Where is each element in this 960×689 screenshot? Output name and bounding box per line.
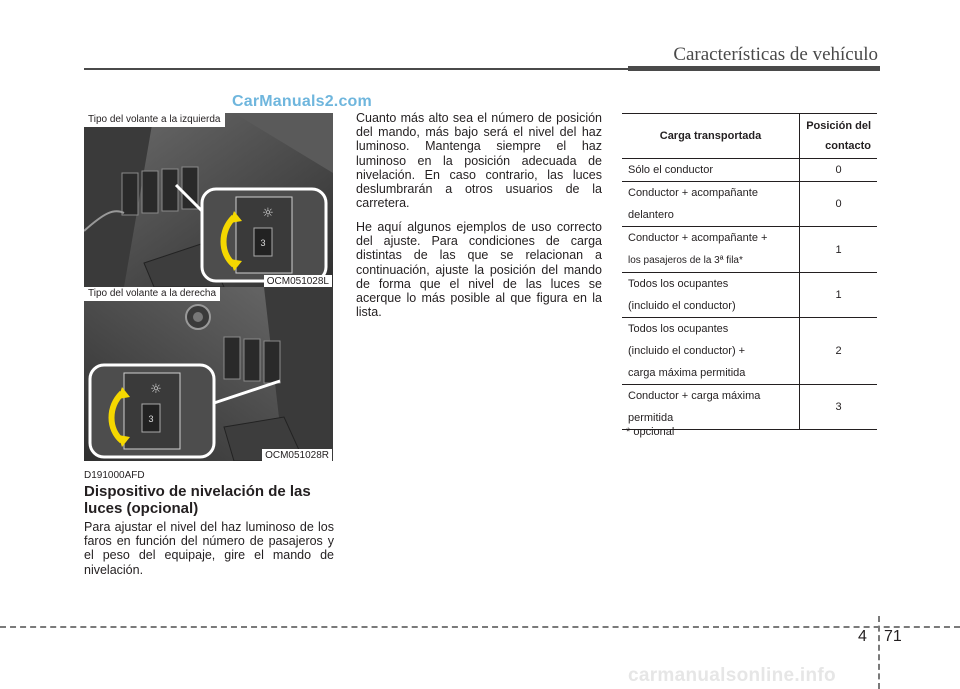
row-text: delantero [628,209,674,221]
svg-text:☼: ☼ [150,382,162,397]
intro-paragraph: Para ajustar el nivel del haz luminoso de los faros en función del número de pasajeros y el peso del equipaje, gire el mando de nivelación. [84,520,334,577]
table-row [622,385,877,430]
svg-text:3: 3 [260,238,266,248]
row-text: Conductor + acompañante [628,187,758,199]
row-value: 0 [800,182,878,227]
svg-text:3: 3 [148,414,154,424]
table-footnote: * opcional [626,426,675,438]
table-row [622,227,877,273]
row-text: Sólo el conductor [628,164,713,176]
table-header-row [622,114,877,159]
row-value: 2 [800,318,878,385]
table-header-position-line1: Posición del [806,120,871,132]
table-header-position-line2: contacto [825,140,871,152]
figure-right-hand-drive [84,287,333,461]
table-row [622,318,877,385]
chapter-number: 4 [858,628,867,645]
figure-code-rhd: OCM051028R [262,449,332,462]
watermark-bottom[interactable]: carmanualsonline.info [628,665,836,686]
running-header: Características de vehículo [673,44,878,65]
svg-text:☼: ☼ [262,206,274,221]
footer-rule [0,626,960,628]
table-header-position [800,114,878,159]
table-row [622,182,877,227]
row-text: los pasajeros de la 3ª fila* [628,255,743,266]
section-title: Dispositivo de nivelación de las luces (opcional) [84,483,311,517]
row-text: carga máxima permitida [628,367,746,379]
figure-code-lhd: OCM051028L [264,275,332,288]
row-value: 0 [800,159,878,182]
table-row [622,159,877,182]
table-header-load: Carga transportada [622,114,800,159]
figure-label-lhd: Tipo del volante a la izquierda [84,113,225,127]
dashboard-illustration-lhd [84,113,333,287]
row-value: 3 [800,385,878,430]
load-table [622,113,877,430]
row-text: permitida [628,412,674,424]
row-text: Conductor + acompañante + [628,232,768,244]
page-number: 71 [884,628,902,645]
row-text: (incluido el conductor) + [628,345,746,357]
footer-divider [878,616,880,689]
header-rule-accent [628,66,880,71]
middle-paragraph-1: Cuanto más alto sea el número de posición del mando, más bajo será el nivel del haz luminoso. Mantenga siempre el haz luminoso en la posición adecuada de nivelación. En caso contrario, las luces deslumbrarán a otros usuarios de la carretera. [356,111,602,211]
row-text: Conductor + carga máxima [628,390,761,402]
row-text: Todos los ocupantes [628,278,729,290]
section-code: D191000AFD [84,470,145,481]
dashboard-illustration-rhd [84,287,333,461]
table-row [622,273,877,318]
figure-left-hand-drive [84,113,333,287]
figure-label-rhd: Tipo del volante a la derecha [84,287,220,301]
row-text: Todos los ocupantes [628,323,729,335]
row-value: 1 [800,273,878,318]
watermark-top[interactable]: CarManuals2.com [232,93,372,110]
row-text: (incluido el conductor) [628,300,736,312]
row-value: 1 [800,227,878,273]
middle-paragraph-2: He aquí algunos ejemplos de uso correcto del ajuste. Para condiciones de carga distintas de las que se relacionan a continuación, ajuste la posición del mando de forma que el nivel de las luces se acerque lo más posible al que figura en la lista. [356,220,602,320]
